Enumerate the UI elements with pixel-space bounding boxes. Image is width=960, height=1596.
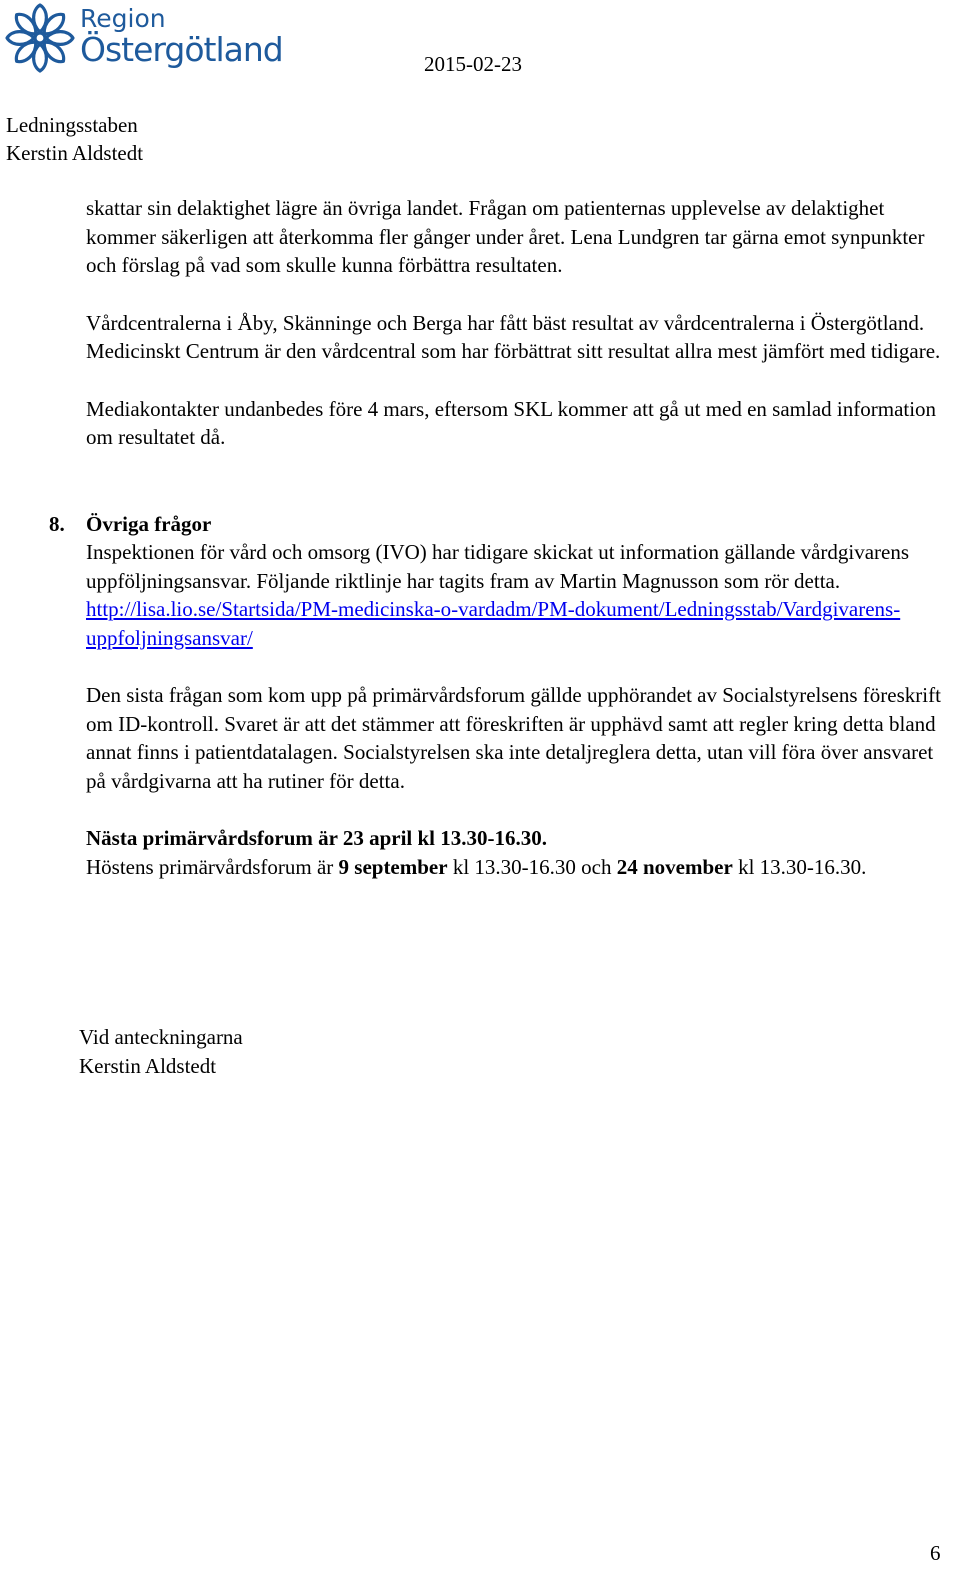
logo-ostergotland-text: Östergötland [80,30,283,69]
autumn-date-2: 24 november [616,854,733,879]
paragraph-ivo [86,538,954,652]
region-logo [4,2,294,74]
page-number: 6 [930,1541,941,1565]
section-title: Övriga frågor [86,511,212,536]
document-date: 2015-02-23 [424,52,522,76]
document-body [49,194,954,881]
paragraph-delaktighet: skattar sin delaktighet lägre än övriga landet. Frågan om patienternas upplevelse av delaktighet kommer säkerligen att återkomma fler gånger under året. Lena Lundgren tar gärna emot synpunkter och förslag på vad som skulle kunna förbättra resultaten. [86,196,925,277]
autumn-date-1: 9 september [338,854,448,879]
flower-logo-icon [4,2,76,74]
sender-block [6,111,143,167]
ivo-text: Inspektionen för vård och omsorg (IVO) har tidigare skickat ut information gällande vårdgivarens uppföljningsansvar. Följande riktlinje har tagits fram av Martin Magnusson som rör detta. [86,540,910,593]
signature-block [79,1023,243,1080]
autumn-text-1: Höstens primärvårdsforum är [86,854,339,879]
paragraph-mediakontakter: Mediakontakter undanbedes före 4 mars, eftersom SKL kommer att gå ut med en samlad information om resultatet då. [86,396,937,449]
riktlinje-link[interactable]: http://lisa.lio.se/Startsida/PM-medicinska-o-vardadm/PM-dokument/Ledningsstab/Vardgivarens-uppfoljningsansvar/ [86,597,901,650]
department: Ledningsstaben [6,113,138,137]
autumn-text-3: kl 13.30-16.30. [732,854,867,879]
author: Kerstin Aldstedt [6,141,144,165]
paragraph-vardcentraler: Vårdcentralerna i Åby, Skänninge och Berga har fått bäst resultat av vårdcentralerna i Östergötland. Medicinskt Centrum är den vårdcentral som har förbättrat sitt resultat allra mest jämfört med tidigare. [86,310,941,363]
signature-name: Kerstin Aldstedt [79,1053,217,1078]
section-number: 8. [49,511,65,536]
next-forum-text: Nästa primärvårdsforum är 23 april kl 13.30-16.30. [86,826,548,850]
autumn-text-2: kl 13.30-16.30 och [447,854,617,879]
next-forum [86,824,954,853]
logo-region-text: Region [80,4,166,33]
signature-line: Vid anteckningarna [79,1025,243,1049]
paragraph-id-kontroll: Den sista frågan som kom upp på primärvårdsforum gällde upphörandet av Socialstyrelsens föreskrift om ID-kontroll. Svaret är att det stämmer att föreskriften är upphävd samt att regler kring detta bland annat finns i patientdatalagen. Socialstyrelsen ska inte detaljreglera detta, utan vill föra över ansvaret på vårdgivarna att ha rutiner för detta. [86,683,941,793]
section-heading [49,510,954,539]
autumn-forums [86,853,954,882]
